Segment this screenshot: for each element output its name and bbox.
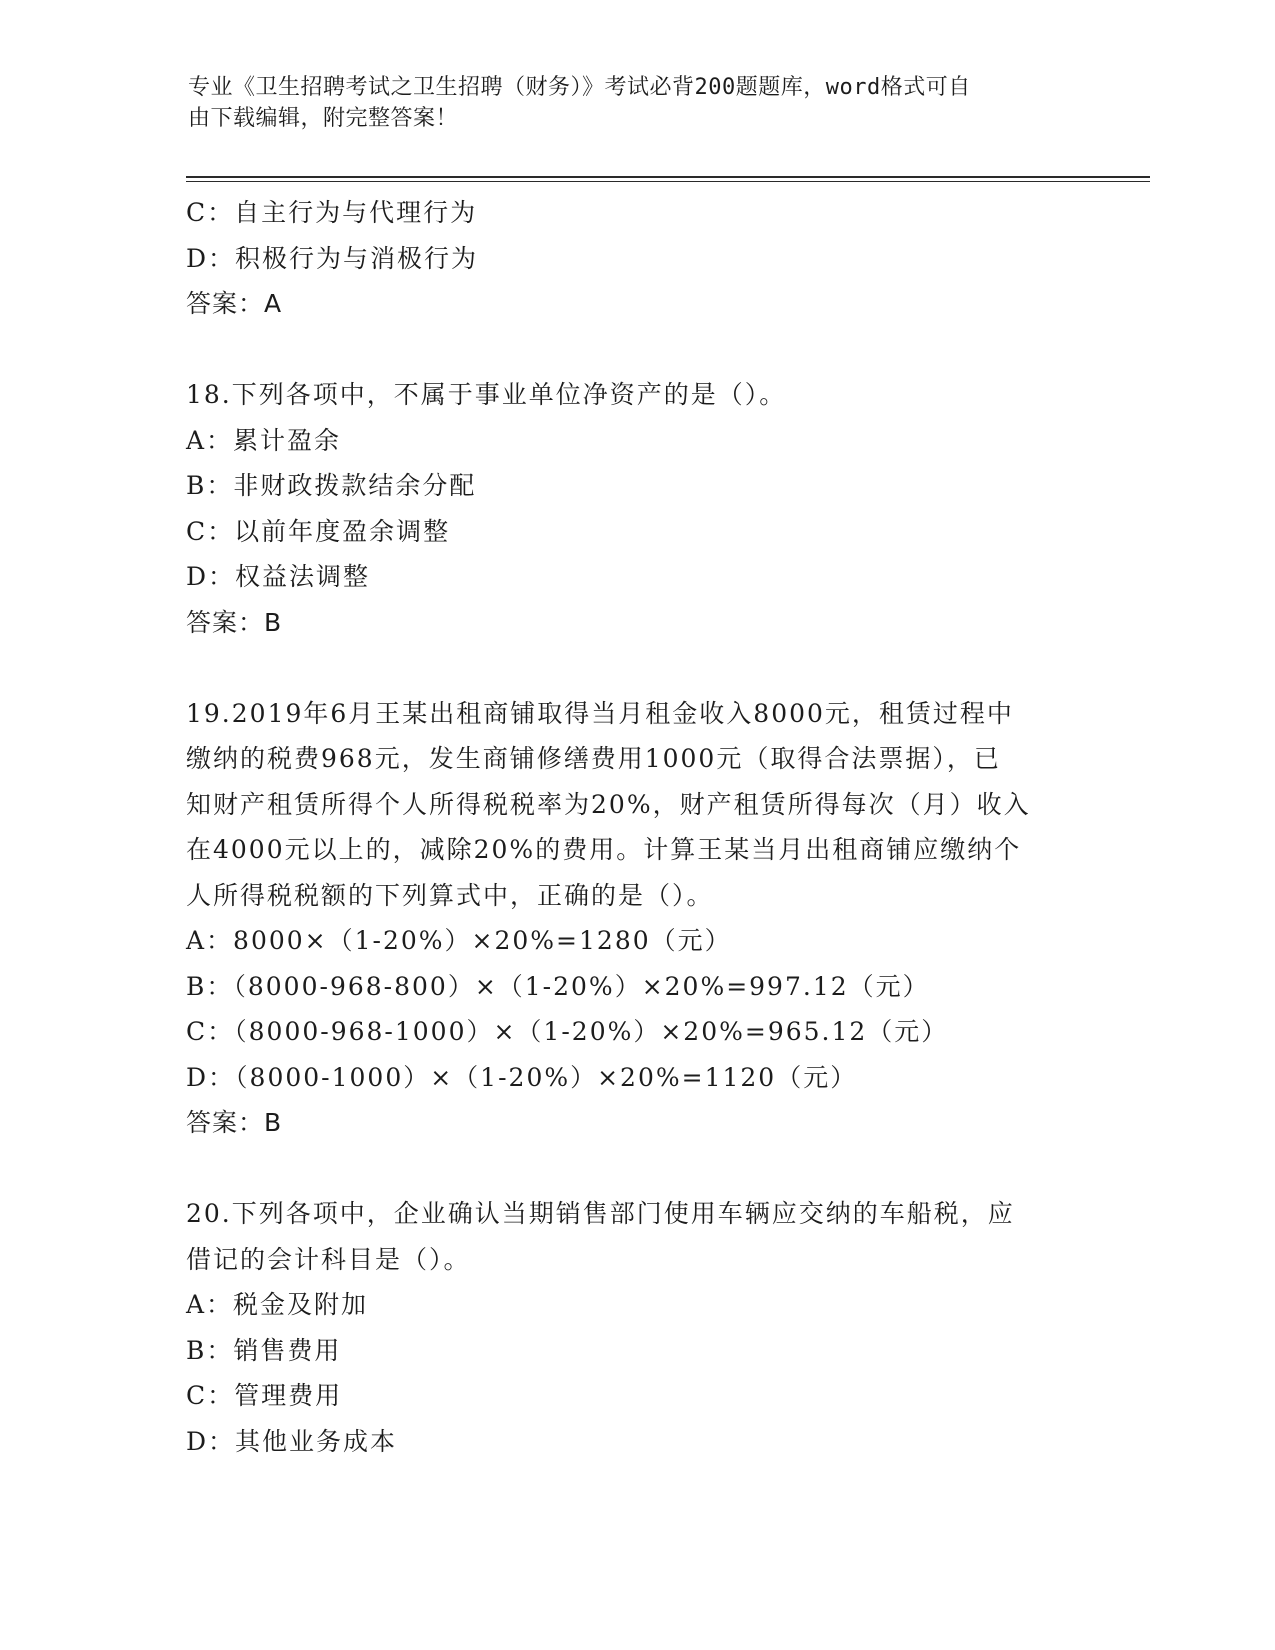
q19-answer: 答案：B <box>186 1108 283 1137</box>
q20-option-b: B：销售费用 <box>186 1335 342 1365</box>
q19-stem-line: 缴纳的税费968元，发生商铺修缮费用1000元（取得合法票据），已 <box>186 744 1001 773</box>
q19-stem-line: 在4000元以上的，减除20%的费用。计算王某当月出租商铺应缴纳个 <box>186 835 1022 864</box>
header-title-line-1: 专业《卫生招聘考试之卫生招聘（财务）》考试必背200题题库，word格式可自 <box>188 75 971 100</box>
q19-stem <box>186 691 1086 919</box>
spacer <box>186 1146 1086 1192</box>
q19-option-a: A：8000×（1-20%）×20%=1280（元） <box>186 926 732 955</box>
q20-stem <box>186 1191 1086 1282</box>
q18-option-c: C：以前年度盈余调整 <box>186 516 451 546</box>
document-body <box>186 190 1086 1464</box>
q18-stem: 18.下列各项中，不属于事业单位净资产的是（）。 <box>186 380 787 409</box>
q20-stem-line: 借记的会计科目是（）。 <box>186 1244 471 1274</box>
q20-option-c: C：管理费用 <box>186 1381 343 1410</box>
q17-answer: 答案：A <box>186 289 283 318</box>
spacer <box>186 327 1086 373</box>
q19-option-c: C：（8000-968-1000）×（1-20%）×20%=965.12（元） <box>186 1017 949 1046</box>
header-title-line-2: 由下载编辑，附完整答案！ <box>188 106 459 131</box>
q17-option-d: D：积极行为与消极行为 <box>186 243 479 273</box>
header-divider-thin <box>186 181 1150 182</box>
q18-option-d: D：权益法调整 <box>186 562 371 591</box>
q20-option-a: A：税金及附加 <box>186 1290 369 1319</box>
header-divider-thick <box>186 176 1150 178</box>
q19-stem-line: 19.2019年6月王某出租商铺取得当月租金收入8000元，租赁过程中 <box>186 698 1014 728</box>
q18-option-a: A：累计盈余 <box>186 425 342 455</box>
q19-stem-line: 知财产租赁所得个人所得税税率为20%，财产租赁所得每次（月）收入 <box>186 789 1031 819</box>
q19-option-d: D：（8000-1000）×（1-20%）×20%=1120（元） <box>186 1062 858 1092</box>
q17-option-c: C：自主行为与代理行为 <box>186 198 478 227</box>
q19-stem-line: 人所得税税额的下列算式中，正确的是（）。 <box>186 880 714 910</box>
q18-answer: 答案：B <box>186 607 283 637</box>
q20-stem-line: 20.下列各项中，企业确认当期销售部门使用车辆应交纳的车船税，应 <box>186 1199 1015 1228</box>
spacer <box>186 645 1086 691</box>
q18-option-b: B：非财政拨款结余分配 <box>186 471 477 500</box>
document-header <box>188 72 1078 134</box>
q19-option-b: B：（8000-968-800）×（1-20%）×20%=997.12（元） <box>186 971 930 1001</box>
q20-option-d: D：其他业务成本 <box>186 1426 398 1456</box>
